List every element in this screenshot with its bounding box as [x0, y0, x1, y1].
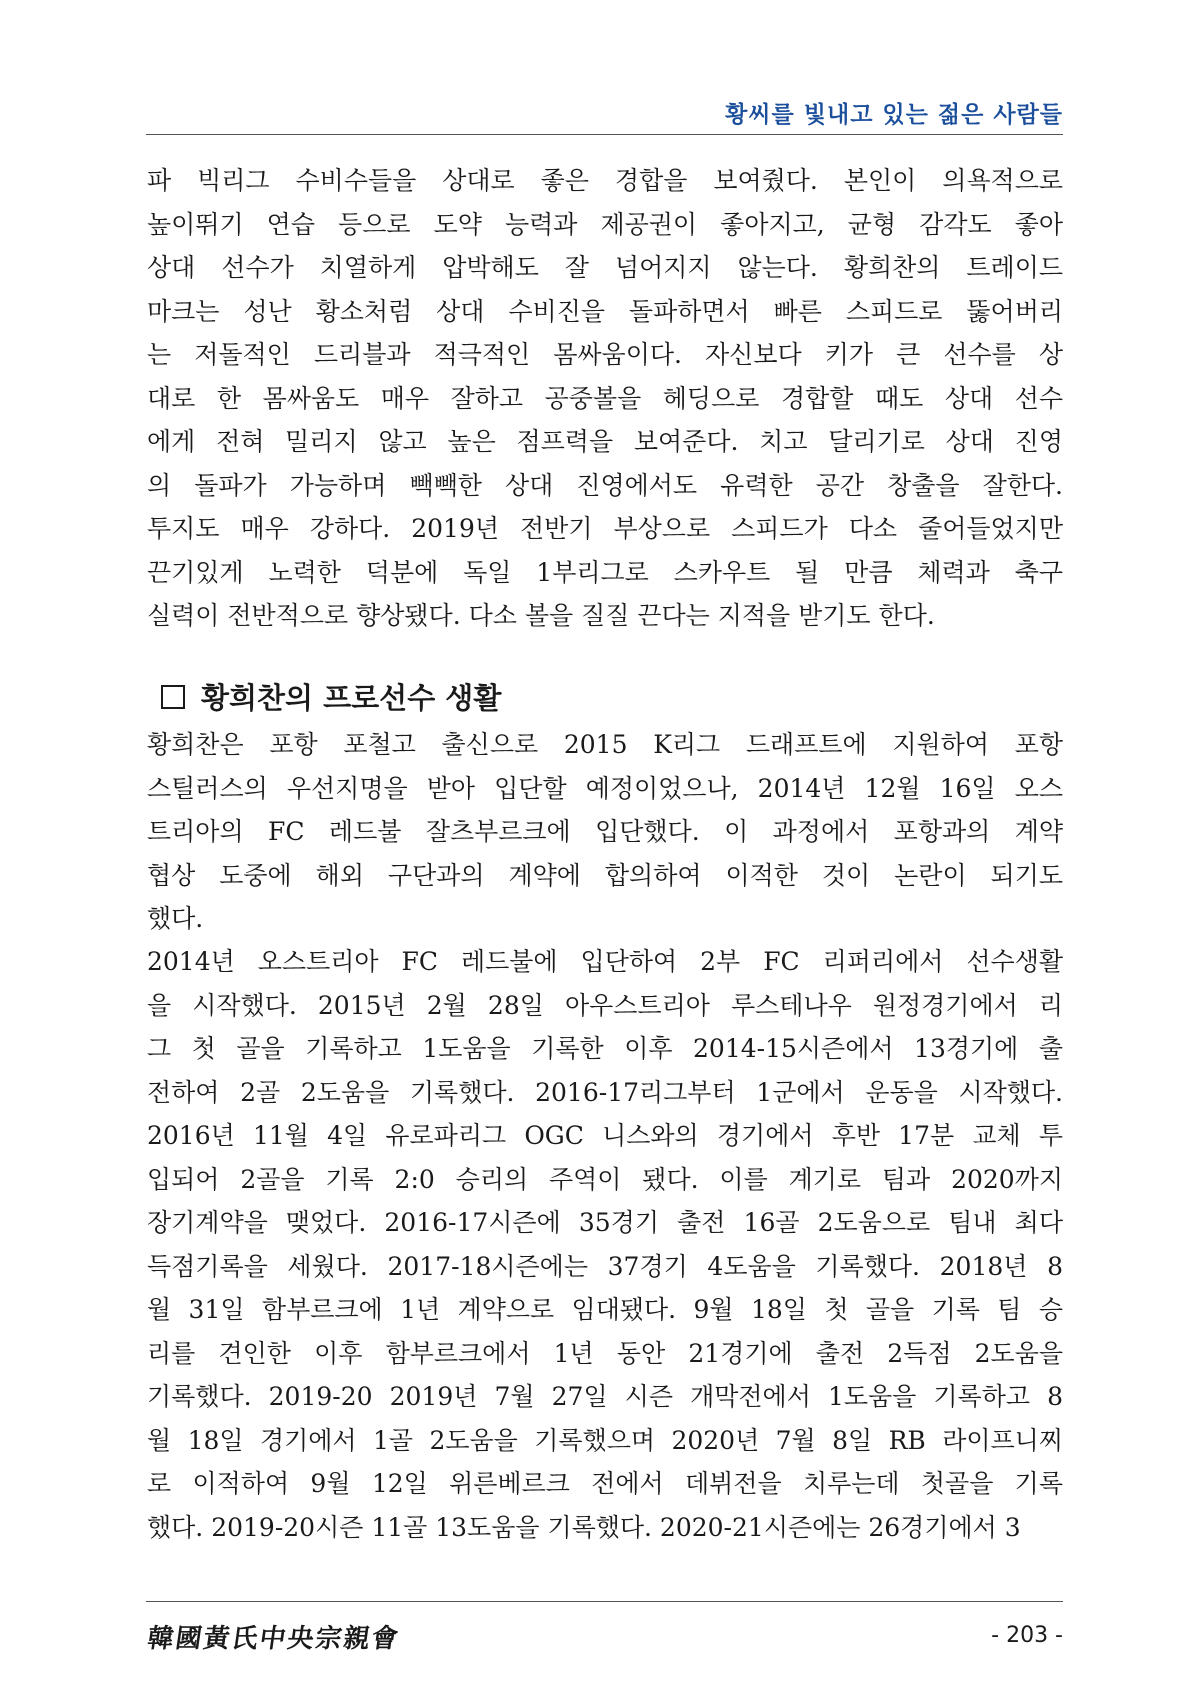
- text-line: 높이뛰기 연습 등으로 도약 능력과 제공권이 좋아지고, 균형 감각도 좋아: [147, 209, 1063, 239]
- text-line: 끈기있게 노력한 덕분에 독일 1부리그로 스카우트 될 만큼 체력과 축구: [147, 557, 1063, 587]
- text-line: 협상 도중에 해외 구단과의 계약에 합의하여 이적한 것이 논란이 되기도: [147, 860, 1063, 890]
- page-number: - 203 -: [991, 1623, 1063, 1648]
- text-line: 득점기록을 세웠다. 2017-18시즌에는 37경기 4도움을 기록했다. 2018년 8: [147, 1251, 1063, 1281]
- text-line: 의 돌파가 가능하며 빽빽한 상대 진영에서도 유력한 공간 창출을 잘한다.: [147, 470, 1063, 500]
- text-line: 스틸러스의 우선지명을 받아 입단할 예정이었으나, 2014년 12월 16일 오스: [147, 773, 1063, 803]
- text-line: 황희찬은 포항 포철고 출신으로 2015 K리그 드래프트에 지원하여 포항: [147, 730, 1063, 759]
- text-line: 에게 전혀 밀리지 않고 높은 점프력을 보여준다. 치고 달리기로 상대 진영: [147, 427, 1063, 456]
- section-heading-pro-career: [161, 676, 501, 717]
- text-line: 을 시작했다. 2015년 2월 28일 아우스트리아 루스테나우 원정경기에서 리: [147, 990, 1063, 1020]
- text-line: 했다. 2019-20시즌 11골 13도움을 기록했다. 2020-21시즌에는 26경기에서 3: [147, 1512, 1021, 1542]
- section-heading-text: 황희찬의 프로선수 생활: [201, 681, 502, 715]
- text-line: 했다.: [147, 904, 204, 933]
- paragraph-career-history: [147, 940, 1063, 1549]
- text-line: 기록했다. 2019-20 2019년 7월 27일 시즌 개막전에서 1도움을 기록하고 8: [147, 1382, 1063, 1411]
- text-line: 상대 선수가 치열하게 압박해도 잘 넘어지지 않는다. 황희찬의 트레이드: [147, 253, 1063, 282]
- header-divider: [146, 134, 1063, 135]
- text-line: 월 31일 함부르크에 1년 계약으로 임대됐다. 9월 18일 첫 골을 기록 팀 승: [147, 1295, 1063, 1324]
- text-line: 월 18일 경기에서 1골 2도움을 기록했으며 2020년 7월 8일 RB 라이프니찌: [147, 1425, 1063, 1455]
- paragraph-pro-debut: [147, 723, 1063, 941]
- footer-organization-name: 韓國黃氏中央宗親會: [145, 1624, 402, 1654]
- text-line: 로 이적하여 9월 12일 위른베르크 전에서 데뷔전을 치루는데 첫골을 기록: [147, 1469, 1063, 1498]
- text-line: 마크는 성난 황소처럼 상대 수비진을 돌파하면서 빠른 스피드로 뚫어버리: [147, 296, 1063, 326]
- square-bullet-icon: [161, 685, 185, 709]
- text-line: 트리아의 FC 레드불 잘츠부르크에 입단했다. 이 과정에서 포항과의 계약: [147, 817, 1063, 846]
- footer-divider: [146, 1601, 1063, 1602]
- text-line: 투지도 매우 강하다. 2019년 전반기 부상으로 스피드가 다소 줄어들었지만: [147, 514, 1063, 543]
- running-header-title: 황씨를 빛내고 있는 젊은 사람들: [725, 102, 1063, 128]
- text-line: 장기계약을 맺었다. 2016-17시즌에 35경기 출전 16골 2도움으로 팀내 최다: [147, 1208, 1063, 1237]
- text-line: 는 저돌적인 드리블과 적극적인 몸싸움이다. 자신보다 키가 큰 선수를 상: [147, 340, 1063, 369]
- paragraph-player-style: [147, 159, 1063, 638]
- text-line: 파 빅리그 수비수들을 상대로 좋은 경합을 보여줬다. 본인이 의욕적으로: [147, 166, 1063, 195]
- text-line: 리를 견인한 이후 함부르크에서 1년 동안 21경기에 출전 2득점 2도움을: [147, 1338, 1063, 1368]
- text-line: 대로 한 몸싸움도 매우 잘하고 공중볼을 헤딩으로 경합할 때도 상대 선수: [147, 383, 1063, 413]
- text-line: 2016년 11월 4일 유로파리그 OGC 니스와의 경기에서 후반 17분 교체 투: [147, 1121, 1063, 1150]
- text-line: 실력이 전반적으로 향상됐다. 다소 볼을 질질 끈다는 지적을 받기도 한다.: [147, 601, 935, 630]
- text-line: 2014년 오스트리아 FC 레드불에 입단하여 2부 FC 리퍼리에서 선수생활: [147, 947, 1063, 976]
- text-line: 입되어 2골을 기록 2:0 승리의 주역이 됐다. 이를 계기로 팀과 2020까지: [147, 1164, 1063, 1194]
- text-line: 그 첫 골을 기록하고 1도움을 기록한 이후 2014-15시즌에서 13경기에 출: [147, 1034, 1063, 1063]
- text-line: 전하여 2골 2도움을 기록했다. 2016-17리그부터 1군에서 운동을 시작했다.: [147, 1077, 1063, 1107]
